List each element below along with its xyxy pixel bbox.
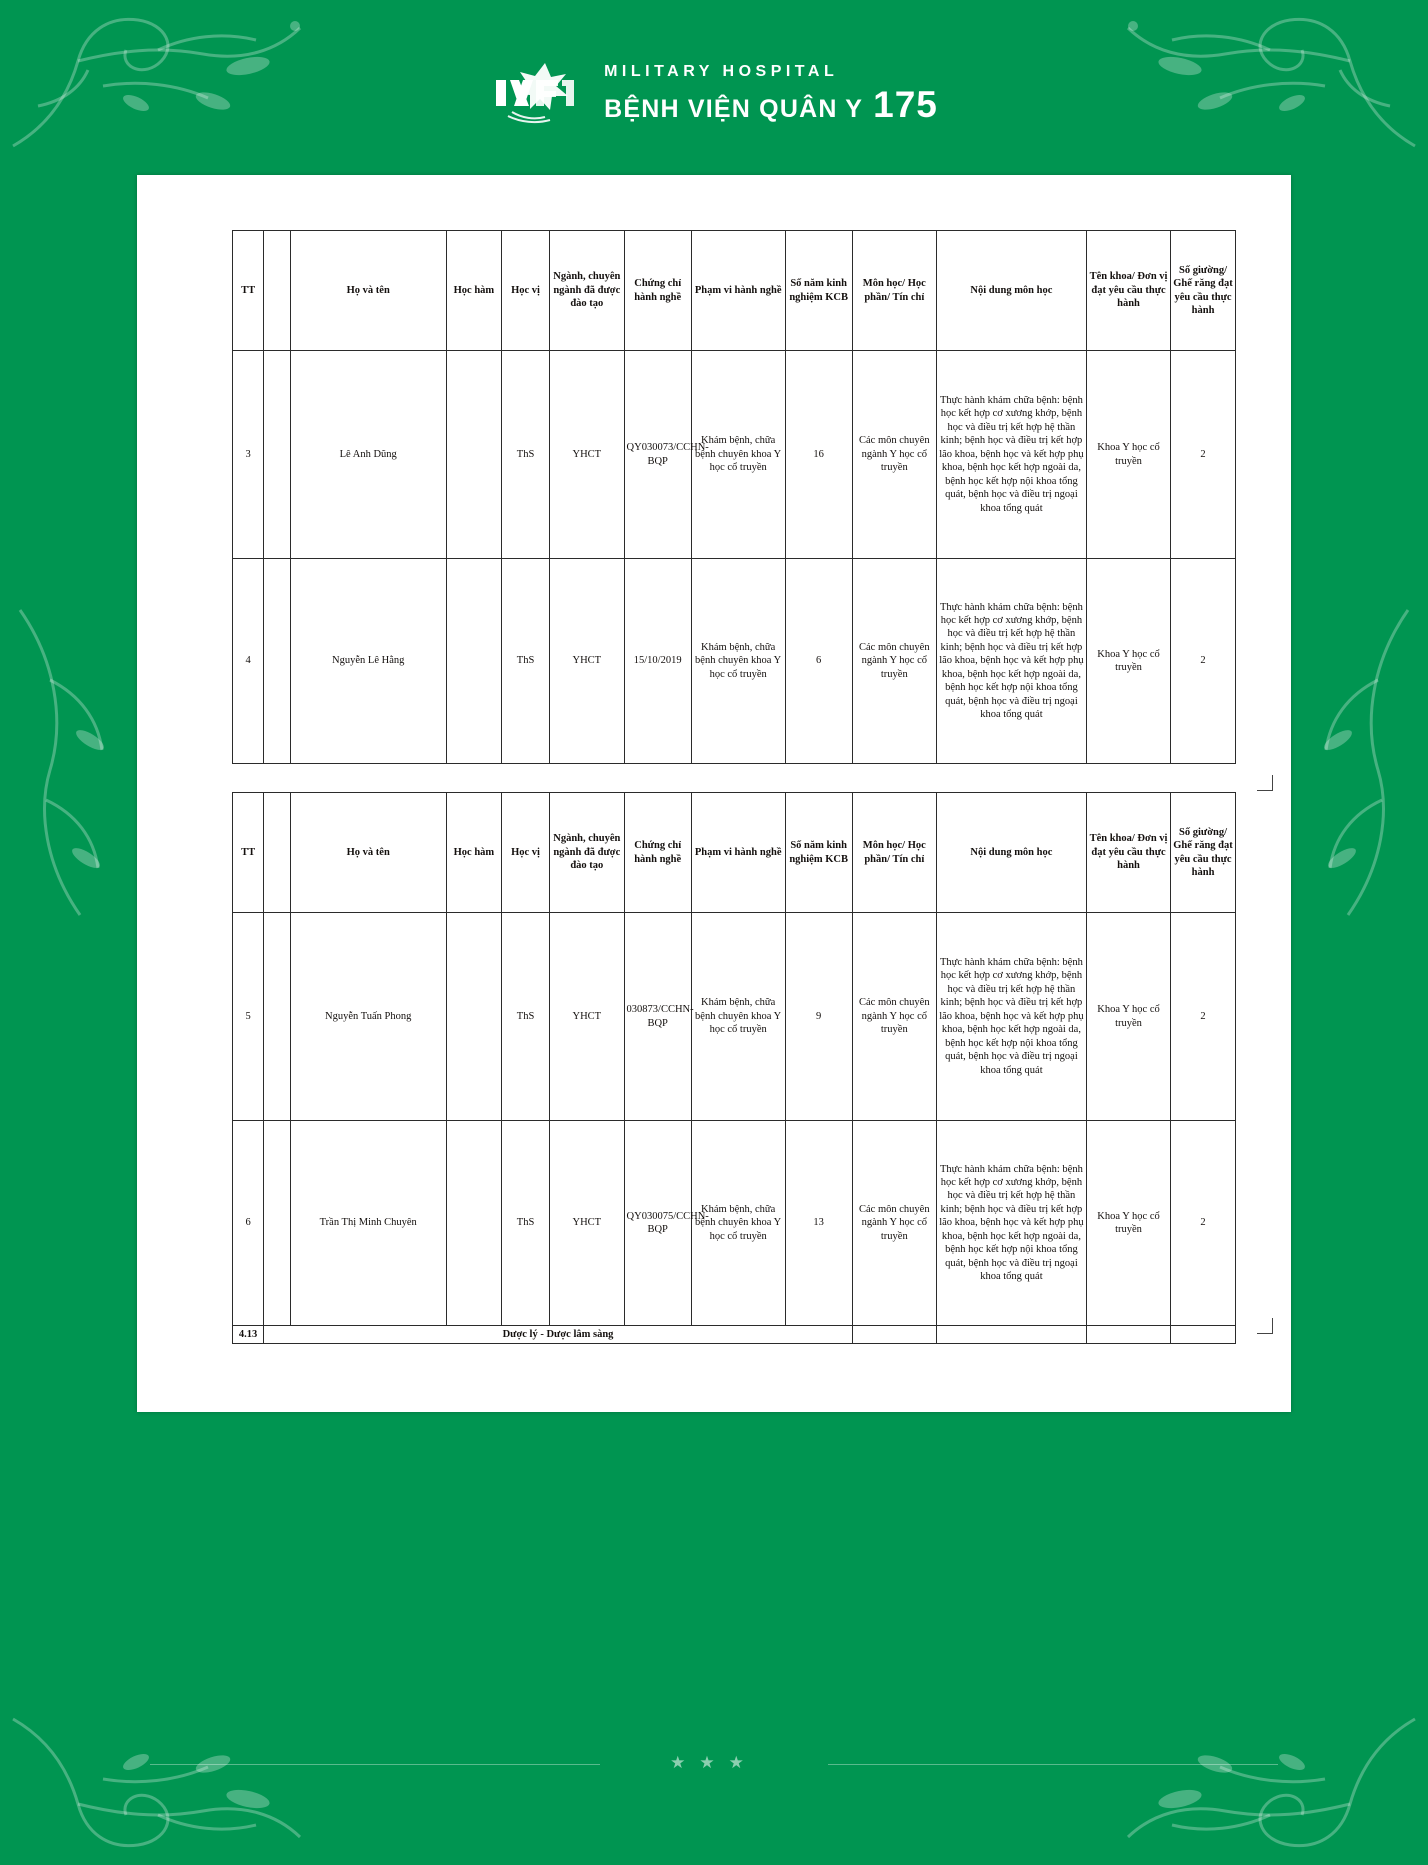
cell-chung-chi: QY030073/CCHN-BQP xyxy=(624,351,691,559)
side-flourish-icon xyxy=(10,600,120,930)
section-pad-1 xyxy=(852,1326,936,1344)
cell-chung-chi: 15/10/2019 xyxy=(624,559,691,764)
cell-name: Nguyễn Tuấn Phong xyxy=(290,913,446,1121)
col-so-nam: Số năm kinh nghiệm KCB xyxy=(785,793,852,913)
section-pad-4 xyxy=(1171,1326,1236,1344)
cell-ten-khoa: Khoa Y học cổ truyền xyxy=(1086,913,1170,1121)
cell-noi-dung: Thực hành khám chữa bệnh: bệnh học kết hợp cơ xương khớp, bệnh học và điều trị kết hợp hệ thần kinh; bệnh học và điều trị kết hợp lão khoa, bệnh học và kết hợp phụ khoa, bệnh học kết hợp ngoài da, bệnh học kết hợp nội khoa tổng quát, bệnh học và điều trị ngoại khoa tổng quát xyxy=(936,559,1086,764)
cell-hoc-ham xyxy=(446,913,501,1121)
side-flourish-icon xyxy=(1308,600,1418,930)
hospital-logo-icon xyxy=(490,60,586,126)
cell-nganh: YHCT xyxy=(550,913,624,1121)
col-blank xyxy=(264,231,290,351)
cell-blank xyxy=(264,559,290,764)
corner-flourish-icon xyxy=(8,1709,318,1859)
col-ten-khoa: Tên khoa/ Đơn vị đạt yêu cầu thực hành xyxy=(1086,231,1170,351)
cell-so-nam: 16 xyxy=(785,351,852,559)
col-hoc-ham: Học hàm xyxy=(446,793,501,913)
cell-blank xyxy=(264,1121,290,1326)
cell-hoc-vi: ThS xyxy=(502,1121,550,1326)
cell-mon-hoc: Các môn chuyên ngành Y học cổ truyền xyxy=(852,913,936,1121)
scan-corner-mark xyxy=(1257,775,1273,791)
cell-pham-vi: Khám bệnh, chữa bệnh chuyên khoa Y học cổ truyền xyxy=(691,351,785,559)
section-pad-2 xyxy=(936,1326,1086,1344)
col-noi-dung: Nội dung môn học xyxy=(936,793,1086,913)
cell-so-giuong: 2 xyxy=(1171,913,1236,1121)
hospital-title-en: MILITARY HOSPITAL xyxy=(604,62,839,80)
cell-ten-khoa: Khoa Y học cổ truyền xyxy=(1086,559,1170,764)
cell-chung-chi: 030873/CCHN-BQP xyxy=(624,913,691,1121)
col-name: Họ và tên xyxy=(290,231,446,351)
table-row xyxy=(233,351,1236,559)
cell-so-nam: 6 xyxy=(785,559,852,764)
col-pham-vi: Phạm vi hành nghề xyxy=(691,793,785,913)
col-ten-khoa: Tên khoa/ Đơn vị đạt yêu cầu thực hành xyxy=(1086,793,1170,913)
hospital-title xyxy=(604,64,938,123)
cell-blank xyxy=(264,351,290,559)
cell-ten-khoa: Khoa Y học cổ truyền xyxy=(1086,1121,1170,1326)
cell-hoc-vi: ThS xyxy=(502,913,550,1121)
cell-mon-hoc: Các môn chuyên ngành Y học cổ truyền xyxy=(852,351,936,559)
table-row xyxy=(233,1121,1236,1326)
cell-hoc-vi: ThS xyxy=(502,559,550,764)
col-hoc-ham: Học hàm xyxy=(446,231,501,351)
col-tt: TT xyxy=(233,793,264,913)
document-sheet xyxy=(137,175,1291,1412)
cell-pham-vi: Khám bệnh, chữa bệnh chuyên khoa Y học cổ truyền xyxy=(691,913,785,1121)
col-nganh: Ngành, chuyên ngành đã được đào tạo xyxy=(550,231,624,351)
cell-noi-dung: Thực hành khám chữa bệnh: bệnh học kết hợp cơ xương khớp, bệnh học và điều trị kết hợp hệ thần kinh; bệnh học và điều trị kết hợp lão khoa, bệnh học và kết hợp phụ khoa, bệnh học kết hợp ngoài da, bệnh học kết hợp nội khoa tổng quát, bệnh học và điều trị ngoại khoa tổng quát xyxy=(936,351,1086,559)
col-hoc-vi: Học vị xyxy=(502,231,550,351)
cell-pham-vi: Khám bệnh, chữa bệnh chuyên khoa Y học cổ truyền xyxy=(691,559,785,764)
scan-corner-mark xyxy=(1257,1318,1273,1334)
cell-hoc-ham xyxy=(446,351,501,559)
col-noi-dung: Nội dung môn học xyxy=(936,231,1086,351)
cell-nganh: YHCT xyxy=(550,351,624,559)
cell-noi-dung: Thực hành khám chữa bệnh: bệnh học kết hợp cơ xương khớp, bệnh học và điều trị kết hợp hệ thần kinh; bệnh học và điều trị kết hợp lão khoa, bệnh học và kết hợp phụ khoa, bệnh học kết hợp ngoài da, bệnh học kết hợp nội khoa tổng quát, bệnh học và điều trị ngoại khoa tổng quát xyxy=(936,1121,1086,1326)
staff-table-2 xyxy=(232,792,1236,1344)
cell-nganh: YHCT xyxy=(550,559,624,764)
cell-so-giuong: 2 xyxy=(1171,1121,1236,1326)
footer-stars-icon: ★★★ xyxy=(670,1753,758,1772)
cell-tt: 5 xyxy=(233,913,264,1121)
cell-tt: 3 xyxy=(233,351,264,559)
cell-nganh: YHCT xyxy=(550,1121,624,1326)
staff-table-1 xyxy=(232,230,1236,764)
col-so-nam: Số năm kinh nghiệm KCB xyxy=(785,231,852,351)
col-hoc-vi: Học vị xyxy=(502,793,550,913)
cell-noi-dung: Thực hành khám chữa bệnh: bệnh học kết hợp cơ xương khớp, bệnh học và điều trị kết hợp hệ thần kinh; bệnh học và điều trị kết hợp lão khoa, bệnh học và kết hợp phụ khoa, bệnh học kết hợp ngoài da, bệnh học kết hợp nội khoa tổng quát, bệnh học và điều trị ngoại khoa tổng quát xyxy=(936,913,1086,1121)
cell-tt: 6 xyxy=(233,1121,264,1326)
table-separator xyxy=(232,764,1236,792)
col-nganh: Ngành, chuyên ngành đã được đào tạo xyxy=(550,793,624,913)
col-so-giuong: Số giường/ Ghế răng đạt yêu cầu thực hành xyxy=(1171,793,1236,913)
cell-so-nam: 13 xyxy=(785,1121,852,1326)
table-row xyxy=(233,913,1236,1121)
section-row xyxy=(233,1326,1236,1344)
col-tt: TT xyxy=(233,231,264,351)
cell-name: Lê Anh Dũng xyxy=(290,351,446,559)
cell-name: Nguyễn Lê Hằng xyxy=(290,559,446,764)
cell-mon-hoc: Các môn chuyên ngành Y học cổ truyền xyxy=(852,1121,936,1326)
cell-ten-khoa: Khoa Y học cổ truyền xyxy=(1086,351,1170,559)
table-row xyxy=(233,559,1236,764)
cell-so-giuong: 2 xyxy=(1171,351,1236,559)
col-mon-hoc: Môn học/ Học phần/ Tín chỉ xyxy=(852,793,936,913)
section-pad-3 xyxy=(1086,1326,1170,1344)
cell-mon-hoc: Các môn chuyên ngành Y học cổ truyền xyxy=(852,559,936,764)
cell-name: Trần Thị Minh Chuyên xyxy=(290,1121,446,1326)
cell-pham-vi: Khám bệnh, chữa bệnh chuyên khoa Y học cổ truyền xyxy=(691,1121,785,1326)
col-so-giuong: Số giường/ Ghế răng đạt yêu cầu thực hành xyxy=(1171,231,1236,351)
section-index: 4.13 xyxy=(233,1326,264,1344)
cell-hoc-ham xyxy=(446,559,501,764)
hospital-header xyxy=(0,48,1428,138)
section-title: Dược lý - Dược lâm sàng xyxy=(264,1326,853,1344)
col-name: Họ và tên xyxy=(290,793,446,913)
cell-so-nam: 9 xyxy=(785,913,852,1121)
cell-hoc-vi: ThS xyxy=(502,351,550,559)
hospital-title-vi: BỆNH VIỆN QUÂN Y xyxy=(604,94,864,123)
col-blank xyxy=(264,793,290,913)
col-pham-vi: Phạm vi hành nghề xyxy=(691,231,785,351)
col-chung-chi: Chứng chỉ hành nghề xyxy=(624,231,691,351)
cell-tt: 4 xyxy=(233,559,264,764)
table-header-row xyxy=(233,231,1236,351)
cell-hoc-ham xyxy=(446,1121,501,1326)
col-chung-chi: Chứng chỉ hành nghề xyxy=(624,793,691,913)
hospital-number: 175 xyxy=(873,83,938,125)
cell-blank xyxy=(264,913,290,1121)
corner-flourish-icon xyxy=(1110,1709,1420,1859)
cell-so-giuong: 2 xyxy=(1171,559,1236,764)
col-mon-hoc: Môn học/ Học phần/ Tín chỉ xyxy=(852,231,936,351)
cell-chung-chi: QY030075/CCHN-BQP xyxy=(624,1121,691,1326)
table-header-row xyxy=(233,793,1236,913)
